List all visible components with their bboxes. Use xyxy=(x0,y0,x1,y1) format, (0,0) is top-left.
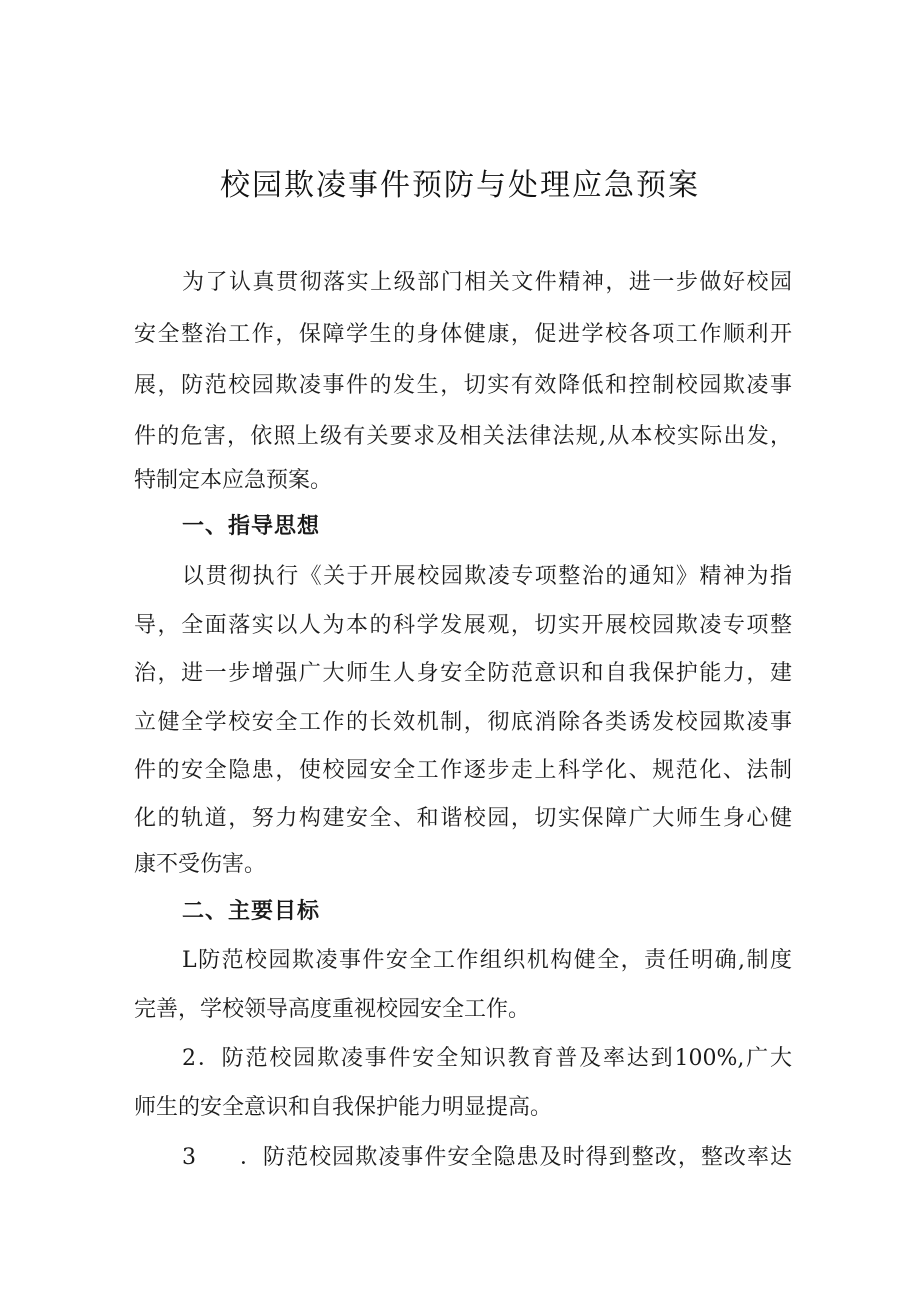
section-heading-guiding-ideology: 一、指导思想 xyxy=(182,514,321,539)
intro-line-5: 特制定本应急预案。 xyxy=(134,468,333,493)
section1-line-2: 导，全面落实以人为本的科学发展观，切实开展校园欺凌专项整 xyxy=(134,613,792,638)
intro-line-3: 展，防范校园欺凌事件的发生，切实有效降低和控制校园欺凌事 xyxy=(134,373,792,398)
goal-item-3-line-1: ．防范校园欺凌事件安全隐患及时得到整改，整改率达 xyxy=(240,1145,792,1170)
intro-line-4: 件的危害，依照上级有关要求及相关法律法规,从本校实际出发， xyxy=(134,424,792,449)
intro-line-1: 为了认真贯彻落实上级部门相关文件精神，进一步做好校园 xyxy=(182,270,792,295)
section1-line-7: 康不受伤害。 xyxy=(134,852,267,877)
goal-item-2-line-1: 2．防范校园欺凌事件安全知识教育普及率达到100%,广大 xyxy=(182,1046,792,1071)
goal-item-1-line-1: L防范校园欺凌事件安全工作组织机构健全，责任明确,制度 xyxy=(182,948,792,973)
section1-line-4: 立健全学校安全工作的长效机制，彻底消除各类诱发校园欺凌事 xyxy=(134,710,792,735)
goal-item-1-line-2: 完善，学校领导高度重视校园安全工作。 xyxy=(134,997,531,1022)
section1-line-1: 以贯彻执行《关于开展校园欺凌专项整治的通知》精神为指 xyxy=(182,564,792,589)
goal-item-3-number: 3 xyxy=(182,1145,196,1170)
section-heading-main-goals: 二、主要目标 xyxy=(182,899,321,924)
document-title: 校园欺凌事件预防与处理应急预案 xyxy=(220,168,700,203)
section1-line-3: 治，进一步增强广大师生人身安全防范意识和自我保护能力，建 xyxy=(134,661,792,686)
section1-line-5: 件的安全隐患，使校园安全工作逐步走上科学化、规范化、法制 xyxy=(134,758,792,783)
goal-item-2-line-2: 师生的安全意识和自我保护能力明显提高。 xyxy=(134,1095,553,1120)
intro-line-2: 安全整治工作，保障学生的身体健康，促进学校各项工作顺利开 xyxy=(134,322,792,347)
section1-line-6: 化的轨道，努力构建安全、和谐校园，切实保障广大师生身心健 xyxy=(134,806,792,831)
